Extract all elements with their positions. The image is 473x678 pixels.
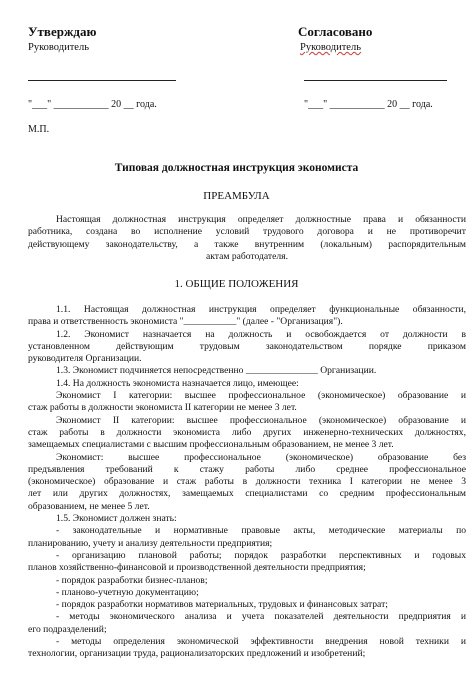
preamble-line: Настоящая должностная инструкция определяет должностные права и обязанности <box>56 214 466 225</box>
list-item-line: технологии, организации труда, рационализаторских предложений и изобретений; <box>28 648 366 660</box>
paragraph-line: замещаемых специалистами с высшим профессиональным образованием, не менее 3 лет. <box>28 439 394 451</box>
list-item-line: - порядок разработки нормативов материальных, трудовых и финансовых затрат; <box>56 599 388 611</box>
approve-date: "___" ___________ 20 __ года. <box>28 99 157 110</box>
paragraph-line: стаж работы в должности экономиста II категории не менее 3 лет. <box>28 402 297 414</box>
list-item-line: его подразделений; <box>28 623 107 635</box>
document-title: Типовая должностная инструкция экономиста <box>114 162 359 174</box>
preamble-line: работника, создана во исполнение условий трудового договора и не противоречит <box>28 226 466 238</box>
preamble-text <box>28 214 466 263</box>
paragraph-line: руководителя Организации. <box>28 353 142 365</box>
paragraph-line: 1.2. Экономист назначается на должность и освобождается от должности в <box>56 328 466 340</box>
paragraph-line: стаж работы в должности экономиста либо других инженерно-технических должностях, <box>28 426 466 438</box>
list-item-line: - планово-учетную документацию; <box>56 586 199 598</box>
paragraph-line: установленном действующим трудовым законодательством порядке приказом <box>28 340 466 352</box>
list-item-line: - порядок разработки бизнес-планов; <box>56 574 208 586</box>
paragraph-line: предъявления требований к стажу работы либо среднее профессиональное <box>28 463 466 475</box>
paragraph-line: права и ответственность экономиста "___________" (далее - "Организация"). <box>28 316 343 328</box>
paragraph-line: 1.5. Экономист должен знать: <box>56 513 177 525</box>
section-heading-general: 1. ОБЩИЕ ПОЛОЖЕНИЯ <box>174 278 299 290</box>
paragraph-line: 1.4. На должность экономиста назначается лицо, имеющее: <box>56 377 299 389</box>
preamble-heading: ПРЕАМБУЛА <box>203 190 270 202</box>
approve-role: Руководитель <box>28 42 89 53</box>
approve-signature-line <box>28 80 176 81</box>
list-item-line: - методы определения экономической эффективности внедрения новой техники и <box>56 636 466 648</box>
stamp-mark: М.П. <box>28 124 50 135</box>
paragraph-line: лет или других должностях, замещаемых специалистами со средним профессиональным <box>28 488 466 500</box>
approve-title: Утверждаю <box>28 24 97 39</box>
paragraph-line: Экономист: высшее профессиональное (экономическое) образование без <box>56 451 466 463</box>
list-item-line: планов хозяйственно-финансовой и производственной деятельности предприятия; <box>28 562 366 574</box>
agree-date: "___" ___________ 20 __ года. <box>304 99 433 110</box>
paragraph-line: Экономист I категории: высшее профессиональное (экономическое) образование и <box>56 390 466 402</box>
paragraph-line: 1.1. Настоящая должностная инструкция определяет функциональные обязанности, <box>56 304 466 315</box>
list-item-line: - методы экономического анализа и учета показателей деятельности предприятия и <box>56 611 466 623</box>
agree-title: Согласовано <box>298 24 373 39</box>
agree-role: Руководитель <box>300 42 361 53</box>
list-item-line: - организацию плановой работы; порядок разработки перспективных и годовых <box>56 549 466 561</box>
list-item-line: - законодательные и нормативные правовые акты, методические материалы по <box>56 525 466 537</box>
preamble-line: действующему законодательству, а также внутренним (локальным) распорядительным <box>28 238 466 250</box>
paragraph-line: 1.3. Экономист подчиняется непосредственно _______________ Организации. <box>56 365 377 377</box>
agree-signature-line <box>304 80 447 81</box>
section-general-text <box>28 304 466 661</box>
paragraph-line: образованием, не менее 5 лет. <box>28 500 150 512</box>
preamble-line: актам работодателя. <box>206 250 288 262</box>
paragraph-line: (экономическое) образование и стаж работы в должности техника I категории не менее 3 <box>28 476 466 488</box>
paragraph-line: Экономист II категории: высшее профессиональное (экономическое) образование и <box>56 414 466 426</box>
list-item-line: планированию, учету и анализу деятельности предприятия; <box>28 537 273 549</box>
